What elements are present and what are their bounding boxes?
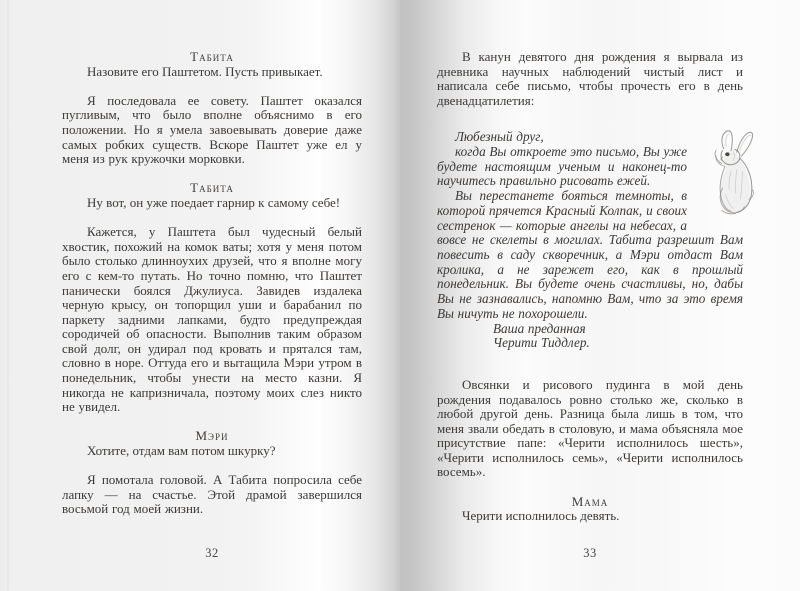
character-heading-tabita-1: Табита [190,49,234,64]
page-number-right: 33 [583,546,597,560]
dialogue-line: Хотите, отдам вам потом шкурку? [87,443,276,459]
letter-block [437,130,743,351]
character-heading-tabita-2: Табита [190,180,234,196]
paragraph: Я последовала ее совету. Паштет оказался пугливым, что было вполне объяснимо в его положении. Но я умела завоевывать доверие даже самых робких существ. Вскоре Паштет уже ел у меня из рук кружочки морковки. [62,92,362,167]
character-heading-mary: Мэри [195,428,229,444]
paragraph: Я помотала головой. А Табита попросила себе лапку — на счастье. Этой драмой завершился восьмой год моей жизни. [62,472,362,517]
letter-salutation: Любезный друг, [455,129,544,145]
dialogue-line: Ну вот, он уже поедает гарнир к самому себе! [87,194,341,210]
page-number-left: 32 [205,546,219,560]
letter-signature: Черити Тиддлер. [493,335,590,351]
paragraph: В канун девятого дня рождения я вырвала из дневника научных наблюдений чистый лист и написала себе письмо, чтобы прочесть его в день двенадцатилетия: [437,49,743,108]
rabbit-sketch-icon [696,128,770,218]
page-stack-edge [7,0,9,591]
character-heading-mama: Мама [571,493,609,509]
paragraph: Кажется, у Паштета был чудесный белый хвостик, похожий на комок ваты; хотя у меня потом было столько длинноухих друзей, что я вполне могу его с кем-то путать. Но точно помню, что Паштет панически боялся Джулиуса. Завидев издалека черную крысу, он топорщил уши и барабанил по паркету задними лапками, будто предупреждая сородичей об опасности. Выполнив таким образом свой долг, он удирал под кровать и прятался там, словно в норе. Оттуда его и вытащила Мэри утром в понедельник, чтобы унести на место казни. Я никогда не капризничала, поэтому моих слез никто не увидел. [62,224,362,415]
letter-signature: Ваша преданная [493,320,586,336]
right-page [437,0,743,591]
letter-paragraph: Вы перестанете бояться темноты, в которой прячется Красный Колпак, и своих сестренок — которые ангелы на небесах, а вовсе не скелеты в могилах. Табита разрешит Вам повесить в саду скворечник, а Мэри отдаст Вам кролика, а не зарежет его, как в прошлый понедельник. Вы будете очень счастливы, но, дабы Вы не зазнавались, напомню Вам, что за это время Вы ничуть не похорошели. [437,188,743,321]
paragraph: Овсянки и рисового пудинга в мой день рождения подавалось ровно столько же, сколько в любой другой день. Разница была лишь в том, что меня звали обедать в столовую, и мама объясняла мое присутствие папе: «Черити исполнилось шесть», «Черити исполнилось семь», «Черити исполнилось восемь». [437,376,743,480]
dialogue-line: Назовите его Паштетом. Пусть привыкает. [87,63,323,79]
dialogue-line: Черити исполнилось девять. [462,508,620,524]
rabbit-sketch-illustration [696,128,770,218]
left-page [62,0,362,591]
letter-paragraph: когда Вы откроете это письмо, Вы уже будете настоящим ученым и наконец-то научитесь правильно рисовать ежей. [437,144,687,189]
